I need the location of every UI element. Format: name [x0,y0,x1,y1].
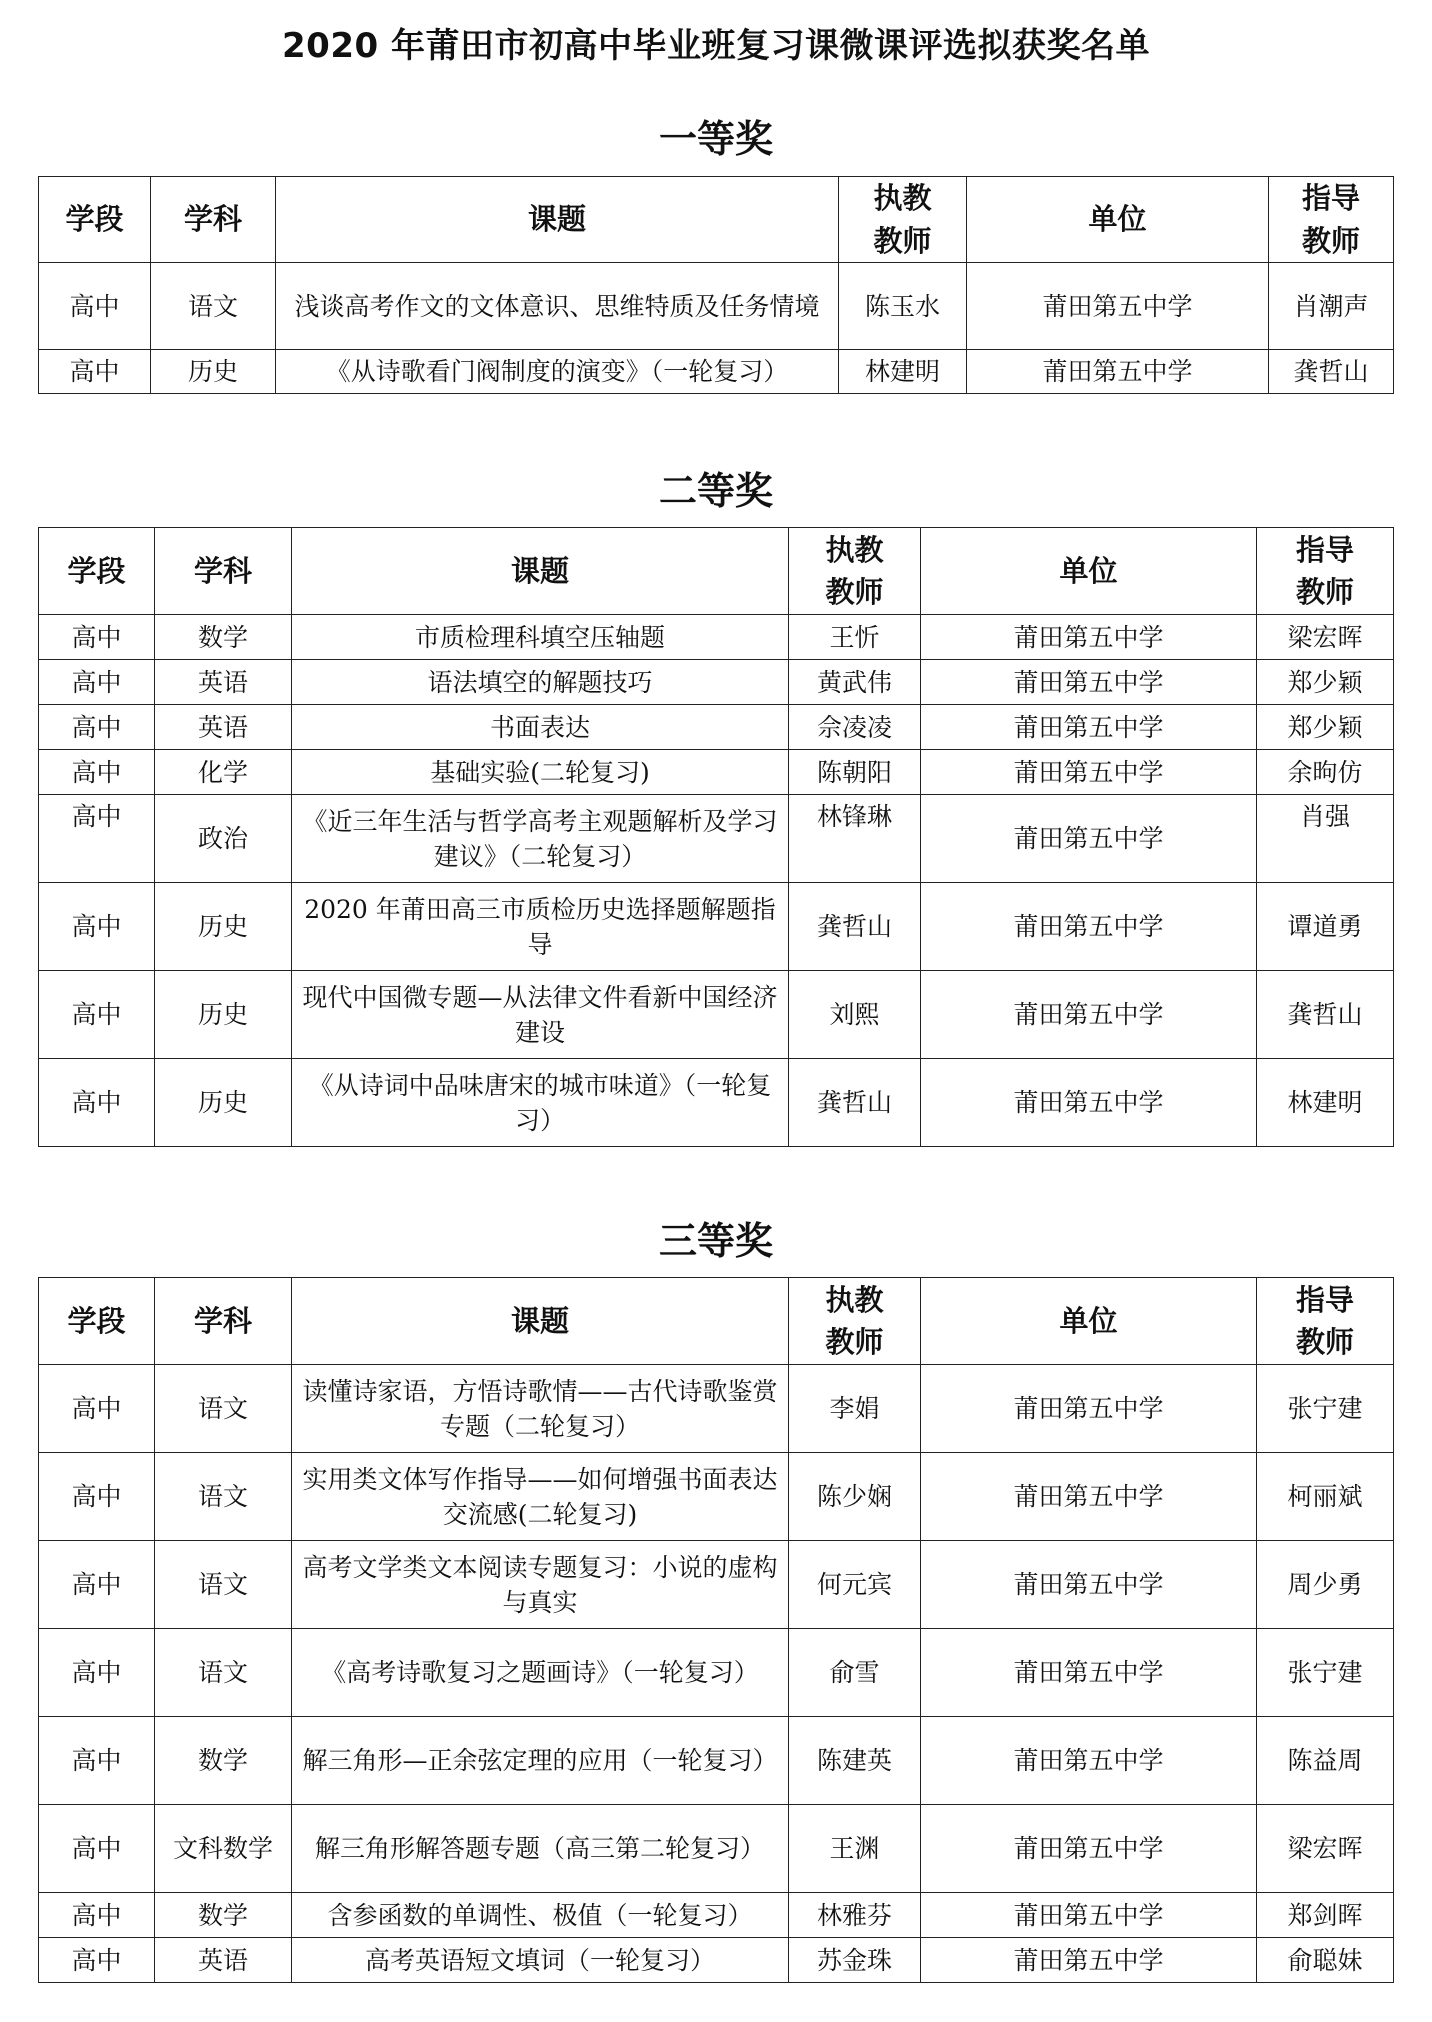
cell-subject: 政治 [155,795,292,883]
cell-teacher: 李娟 [789,1365,921,1453]
cell-subject: 英语 [155,705,292,750]
table-row [39,1938,1394,1983]
cell-subject: 历史 [151,350,276,394]
header-subject: 学科 [155,528,292,615]
cell-topic: 含参函数的单调性、极值（一轮复习） [292,1893,789,1938]
cell-unit: 莆田第五中学 [921,795,1257,883]
cell-stage: 高中 [39,971,155,1059]
cell-topic: 市质检理科填空压轴题 [292,615,789,660]
cell-stage: 高中 [39,883,155,971]
cell-subject: 英语 [155,660,292,705]
cell-teacher: 陈少娴 [789,1453,921,1541]
table-row [39,1893,1394,1938]
cell-stage: 高中 [39,263,151,350]
cell-unit: 莆田第五中学 [921,1059,1257,1147]
header-teacher: 执教 教师 [789,528,921,615]
cell-teacher: 林锋琳 [789,795,921,883]
cell-teacher: 林建明 [839,350,967,394]
cell-teacher: 俞雪 [789,1629,921,1717]
cell-topic: 高考英语短文填词（一轮复习） [292,1938,789,1983]
section-title-third: 三等奖 [658,1219,773,1263]
cell-unit: 莆田第五中学 [921,1629,1257,1717]
table-row [39,1805,1394,1893]
cell-subject: 历史 [155,883,292,971]
cell-advisor: 肖潮声 [1269,263,1394,350]
cell-subject: 数学 [155,615,292,660]
cell-unit: 莆田第五中学 [921,1365,1257,1453]
cell-topic: 书面表达 [292,705,789,750]
cell-subject: 文科数学 [155,1805,292,1893]
award-table-first [38,176,1394,394]
cell-advisor: 梁宏晖 [1257,615,1394,660]
cell-stage: 高中 [39,1541,155,1629]
section-title-second: 二等奖 [658,469,773,513]
cell-unit: 莆田第五中学 [967,263,1269,350]
cell-stage: 高中 [39,1629,155,1717]
cell-teacher: 陈玉水 [839,263,967,350]
cell-teacher: 龚哲山 [789,883,921,971]
header-stage: 学段 [39,528,155,615]
cell-advisor: 龚哲山 [1257,971,1394,1059]
cell-stage: 高中 [39,750,155,795]
cell-subject: 语文 [155,1365,292,1453]
cell-advisor: 梁宏晖 [1257,1805,1394,1893]
cell-advisor: 俞聪妹 [1257,1938,1394,1983]
cell-topic: 实用类文体写作指导——如何增强书面表达交流感(二轮复习) [292,1453,789,1541]
cell-stage: 高中 [39,705,155,750]
table-row [39,1365,1394,1453]
cell-stage: 高中 [39,1938,155,1983]
cell-advisor: 张宁建 [1257,1629,1394,1717]
cell-stage: 高中 [39,660,155,705]
section-title-first: 一等奖 [658,117,773,161]
cell-teacher: 刘熙 [789,971,921,1059]
cell-teacher: 龚哲山 [789,1059,921,1147]
header-advisor: 指导 教师 [1257,528,1394,615]
cell-teacher: 苏金珠 [789,1938,921,1983]
cell-teacher: 何元宾 [789,1541,921,1629]
cell-topic: 基础实验(二轮复习) [292,750,789,795]
header-topic: 课题 [292,1278,789,1365]
cell-advisor: 周少勇 [1257,1541,1394,1629]
cell-subject: 化学 [155,750,292,795]
cell-advisor: 柯丽斌 [1257,1453,1394,1541]
cell-topic: 高考文学类文本阅读专题复习：小说的虚构与真实 [292,1541,789,1629]
page-title: 2020 年莆田市初高中毕业班复习课微课评选拟获奖名单 [282,26,1150,66]
header-unit: 单位 [921,1278,1257,1365]
header-stage: 学段 [39,177,151,263]
cell-unit: 莆田第五中学 [921,1938,1257,1983]
cell-topic: 读懂诗家语，方悟诗歌情——古代诗歌鉴赏专题（二轮复习） [292,1365,789,1453]
table-row [39,883,1394,971]
table-row [39,795,1394,883]
table-header-row [39,177,1394,263]
cell-unit: 莆田第五中学 [967,350,1269,394]
table-row [39,1453,1394,1541]
cell-stage: 高中 [39,615,155,660]
table-row [39,1541,1394,1629]
cell-topic: 浅谈高考作文的文体意识、思维特质及任务情境 [276,263,839,350]
header-advisor: 指导 教师 [1269,177,1394,263]
cell-unit: 莆田第五中学 [921,1453,1257,1541]
cell-topic: 《高考诗歌复习之题画诗》（一轮复习） [292,1629,789,1717]
cell-unit: 莆田第五中学 [921,1717,1257,1805]
cell-unit: 莆田第五中学 [921,1893,1257,1938]
table-row [39,1717,1394,1805]
header-subject: 学科 [151,177,276,263]
cell-topic: 现代中国微专题—从法律文件看新中国经济建设 [292,971,789,1059]
cell-teacher: 林雅芬 [789,1893,921,1938]
cell-unit: 莆田第五中学 [921,1541,1257,1629]
cell-subject: 英语 [155,1938,292,1983]
cell-unit: 莆田第五中学 [921,615,1257,660]
cell-topic: 《近三年生活与哲学高考主观题解析及学习建议》（二轮复习） [292,795,789,883]
cell-unit: 莆田第五中学 [921,750,1257,795]
table-row [39,1059,1394,1147]
cell-subject: 语文 [151,263,276,350]
table-header-row [39,1278,1394,1365]
header-topic: 课题 [276,177,839,263]
table-row [39,971,1394,1059]
cell-topic: 解三角形解答题专题（高三第二轮复习） [292,1805,789,1893]
header-advisor: 指导 教师 [1257,1278,1394,1365]
cell-subject: 语文 [155,1453,292,1541]
table-row [39,263,1394,350]
cell-subject: 历史 [155,1059,292,1147]
cell-advisor: 余昫仿 [1257,750,1394,795]
table-row [39,660,1394,705]
cell-topic: 2020 年莆田高三市质检历史选择题解题指导 [292,883,789,971]
table-row [39,750,1394,795]
cell-stage: 高中 [39,1805,155,1893]
cell-teacher: 陈朝阳 [789,750,921,795]
cell-subject: 历史 [155,971,292,1059]
cell-subject: 数学 [155,1893,292,1938]
cell-topic: 《从诗歌看门阀制度的演变》（一轮复习） [276,350,839,394]
cell-stage: 高中 [39,1059,155,1147]
cell-advisor: 陈益周 [1257,1717,1394,1805]
cell-advisor: 龚哲山 [1269,350,1394,394]
cell-teacher: 王渊 [789,1805,921,1893]
cell-subject: 语文 [155,1541,292,1629]
cell-stage: 高中 [39,1365,155,1453]
header-topic: 课题 [292,528,789,615]
table-row [39,705,1394,750]
cell-topic: 《从诗词中品味唐宋的城市味道》（一轮复习） [292,1059,789,1147]
header-teacher: 执教 教师 [789,1278,921,1365]
cell-teacher: 黄武伟 [789,660,921,705]
header-stage: 学段 [39,1278,155,1365]
cell-stage: 高中 [39,350,151,394]
cell-unit: 莆田第五中学 [921,971,1257,1059]
cell-stage: 高中 [39,1717,155,1805]
cell-advisor: 谭道勇 [1257,883,1394,971]
cell-teacher: 佘凌凌 [789,705,921,750]
cell-advisor: 肖强 [1257,795,1394,883]
header-subject: 学科 [155,1278,292,1365]
table-row [39,615,1394,660]
award-table-third [38,1277,1394,1983]
cell-advisor: 林建明 [1257,1059,1394,1147]
cell-teacher: 王忻 [789,615,921,660]
cell-advisor: 张宁建 [1257,1365,1394,1453]
cell-unit: 莆田第五中学 [921,1805,1257,1893]
award-table-second [38,527,1394,1147]
table-header-row [39,528,1394,615]
cell-subject: 数学 [155,1717,292,1805]
cell-teacher: 陈建英 [789,1717,921,1805]
cell-unit: 莆田第五中学 [921,705,1257,750]
cell-topic: 语法填空的解题技巧 [292,660,789,705]
cell-advisor: 郑少颖 [1257,660,1394,705]
cell-advisor: 郑剑晖 [1257,1893,1394,1938]
cell-unit: 莆田第五中学 [921,660,1257,705]
cell-stage: 高中 [39,1893,155,1938]
header-unit: 单位 [967,177,1269,263]
cell-advisor: 郑少颖 [1257,705,1394,750]
cell-subject: 语文 [155,1629,292,1717]
table-row [39,350,1394,394]
header-unit: 单位 [921,528,1257,615]
table-row [39,1629,1394,1717]
cell-topic: 解三角形—正余弦定理的应用（一轮复习） [292,1717,789,1805]
cell-unit: 莆田第五中学 [921,883,1257,971]
cell-stage: 高中 [39,795,155,883]
cell-stage: 高中 [39,1453,155,1541]
header-teacher: 执教 教师 [839,177,967,263]
